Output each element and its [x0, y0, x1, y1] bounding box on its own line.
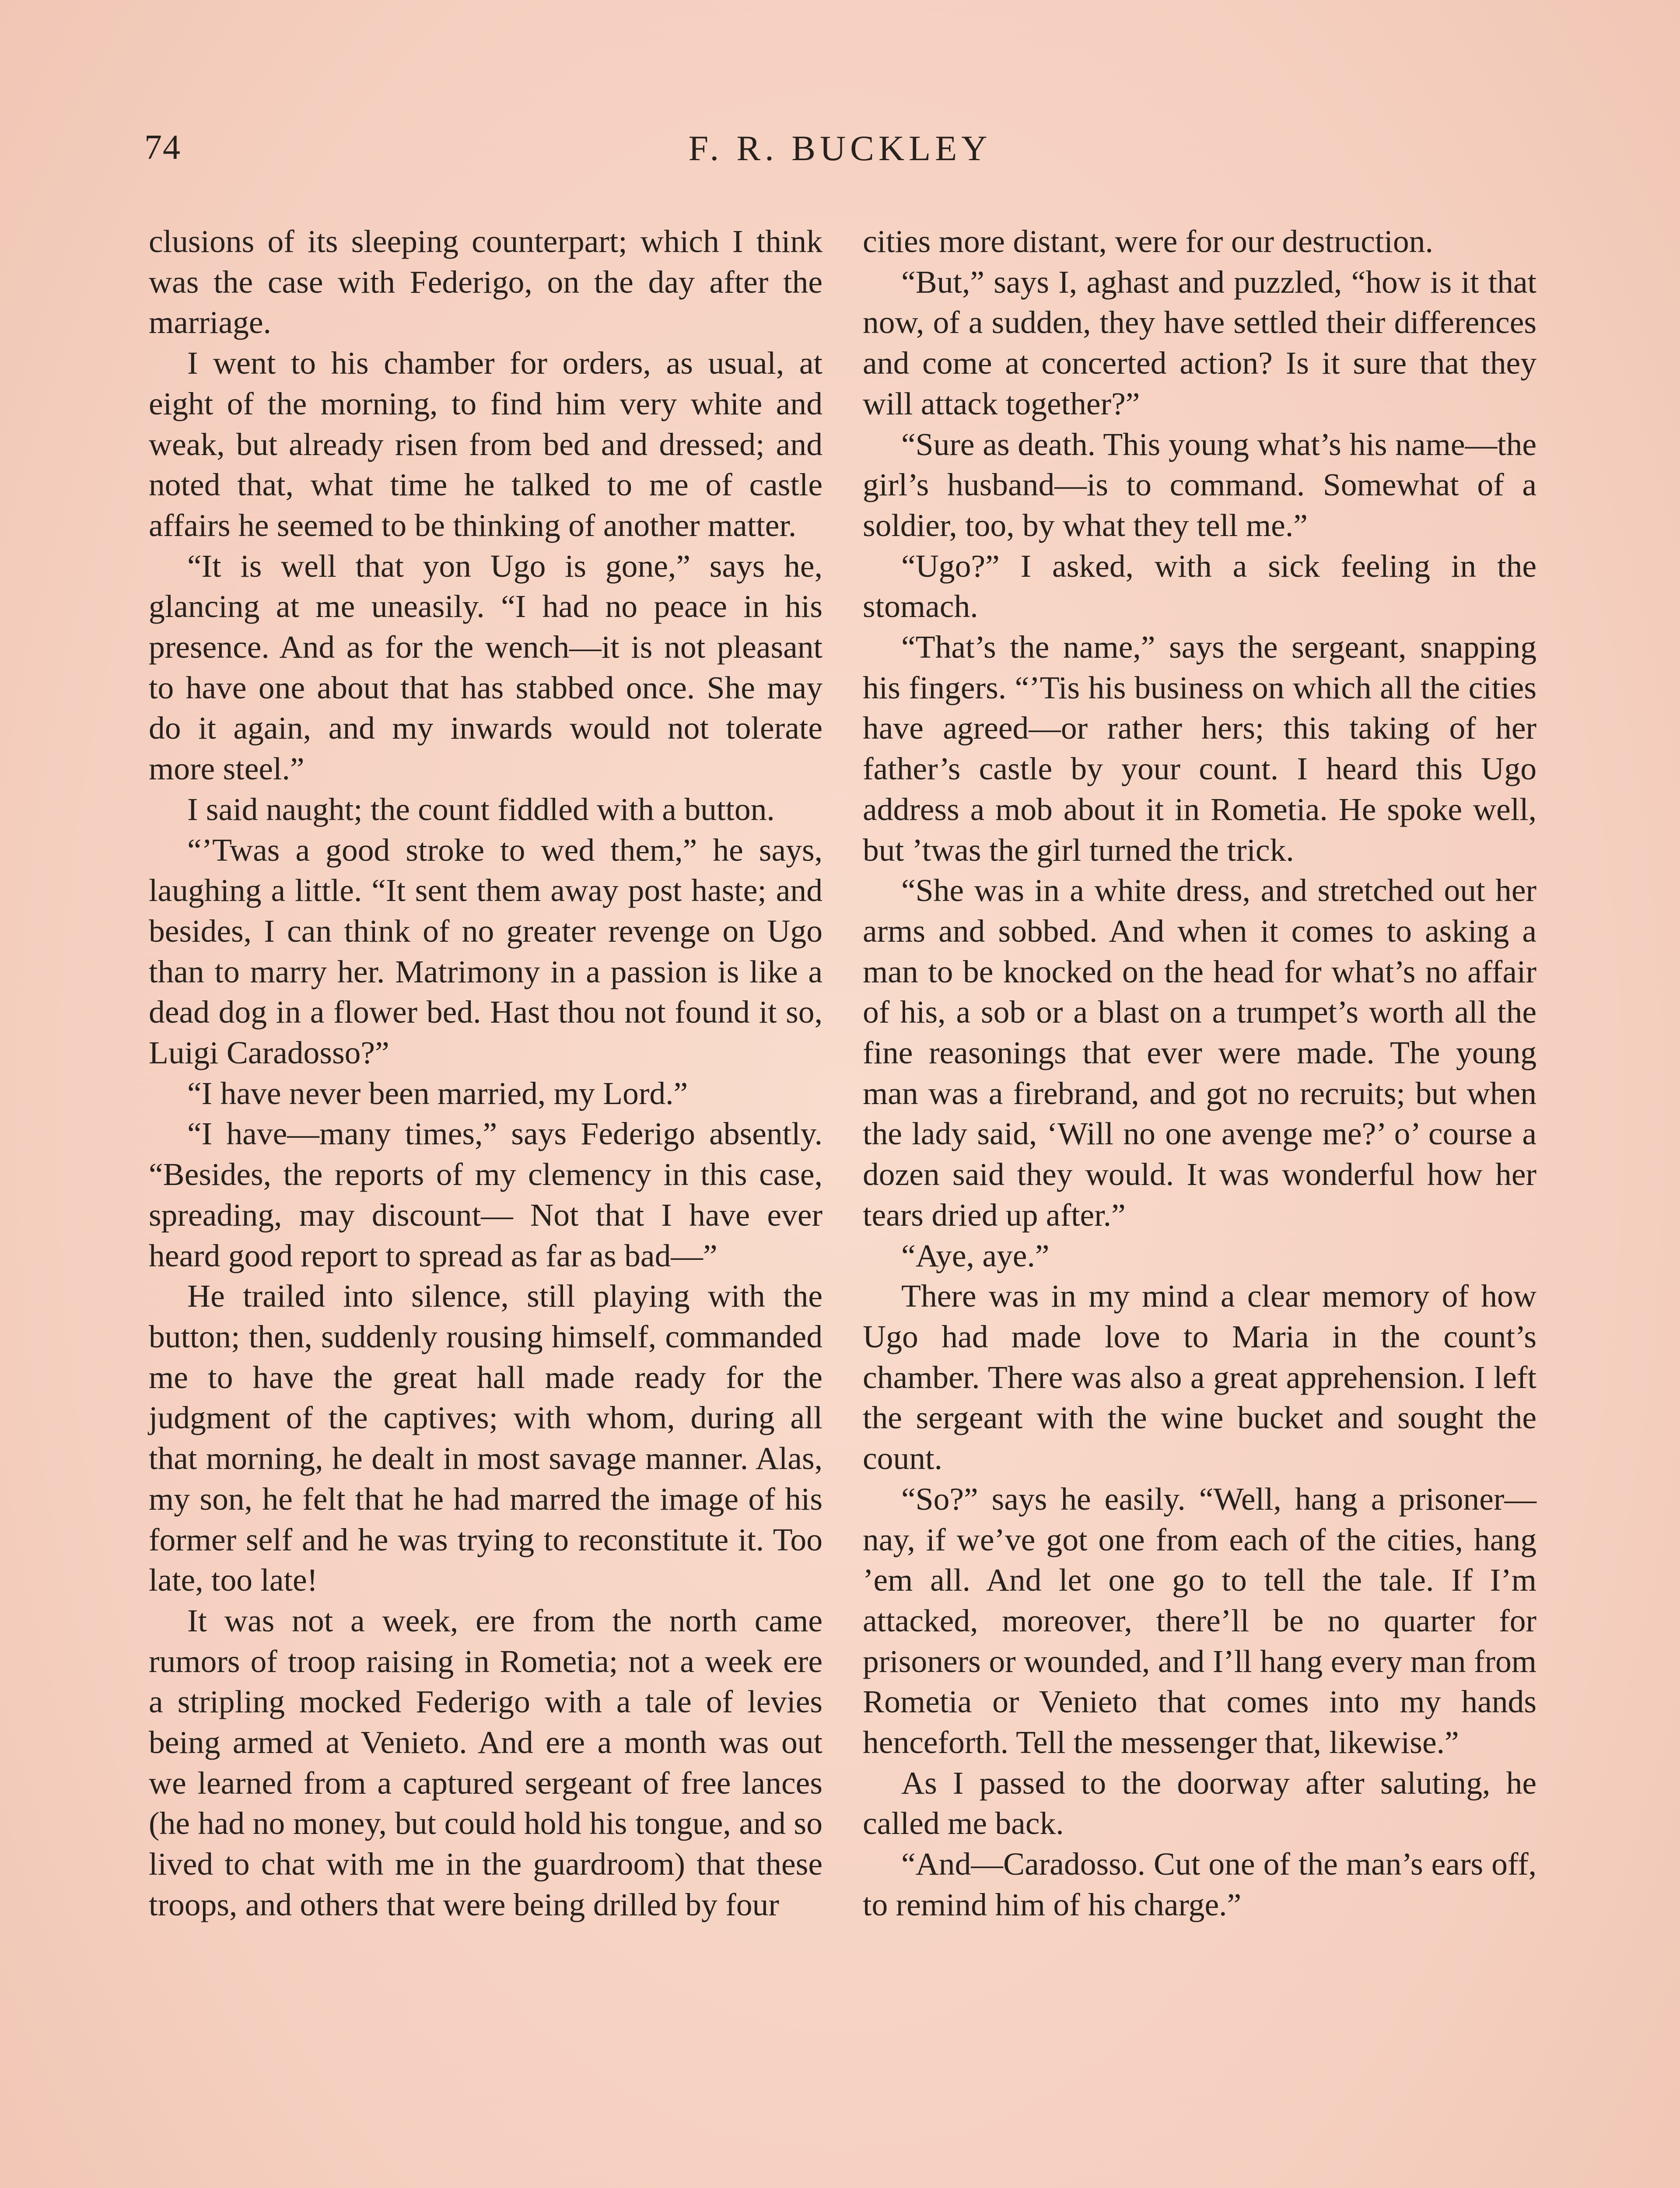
paragraph: “It is well that yon Ugo is gone,” says he, glancing at me uneasily. “I had no peace in his presence. And as for the wench—it is not pleasant to have one about that has stabbed once. She may do it again, and my inwards would not tolerate more steel.”	[149, 547, 822, 787]
paragraph: “Sure as death. This young what’s his name—the girl’s husband—is to command. Somewhat of a soldier, too, by what they tell me.”	[863, 426, 1536, 543]
paragraph: “I have never been married, my Lord.”	[187, 1075, 688, 1111]
paragraph: “I have—many times,” says Federigo absently. “Besides, the reports of my clemency in this case, spreading, may discount— Not that I have ever heard good report to spread as far as bad—”	[149, 1115, 822, 1273]
page-number: 74	[144, 128, 181, 167]
paragraph: clusions of its sleeping counterpart; which I think was the case with Federigo, on the day after the marriage.	[149, 223, 822, 340]
page-header	[144, 128, 1536, 180]
paragraph: “Aye, aye.”	[901, 1237, 1050, 1273]
paragraph: As I passed to the doorway after saluting, he called me back.	[863, 1764, 1536, 1841]
paragraph: There was in my mind a clear memory of how Ugo had made love to Maria in the count’s chamber. There was also a great apprehension. I left the sergeant with the wine bucket and sought the count.	[863, 1278, 1536, 1476]
paragraph: “So?” says he easily. “Well, hang a prisoner—nay, if we’ve got one from each of the cities, hang ’em all. And let one go to tell the tale. If I’m attacked, moreover, there’ll be no quarter for prisoners or wounded, and I’ll hang every man from Rometia or Venieto that comes into my hands henceforth. Tell the messenger that, likewise.”	[863, 1480, 1536, 1760]
paragraph: cities more distant, were for our destruction.	[863, 223, 1433, 259]
right-column	[863, 221, 1536, 1925]
paragraph: “That’s the name,” says the sergeant, snapping his fingers. “’Tis his business on which all the cities have agreed—or rather hers; this taking of her father’s castle by your count. I heard this Ugo address a mob about it in Rometia. He spoke well, but ’twas the girl turned the trick.	[863, 629, 1536, 868]
paragraph: “But,” says I, aghast and puzzled, “how is it that now, of a sudden, they have settled their differences and come at concerted action? Is it sure that they will attack together?”	[863, 263, 1536, 421]
running-head: F. R. BUCKLEY	[688, 128, 992, 168]
paragraph: He trailed into silence, still playing with the button; then, suddenly rousing himself, commanded me to have the great hall made ready for the judgment of the captives; with whom, during all that morning, he dealt in most savage manner. Alas, my son, he felt that he had marred the image of his former self and he was trying to reconstitute it. Too late, too late!	[149, 1278, 822, 1598]
paragraph: It was not a week, ere from the north came rumors of troop raising in Rometia; not a week ere a stripling mocked Federigo with a tale of levies being armed at Venieto. And ere a month was out we learned from a captured sergeant of free lances (he had no money, but could hold his tongue, and so lived to chat with me in the guardroom) that these troops, and others that were being drilled by four	[149, 1602, 822, 1922]
paragraph: “And—Caradosso. Cut one of the man’s ears off, to remind him of his charge.”	[863, 1846, 1536, 1922]
paragraph: “Ugo?” I asked, with a sick feeling in the stomach.	[863, 547, 1536, 624]
paragraph: I said naught; the count fiddled with a button.	[187, 791, 775, 827]
left-column	[149, 221, 822, 1925]
paragraph: “’Twas a good stroke to wed them,” he says, laughing a little. “It sent them away post haste; and besides, I can think of no greater revenge on Ugo than to marry her. Matrimony in a passion is like a dead dog in a flower bed. Hast thou not found it so, Luigi Caradosso?”	[149, 831, 822, 1071]
paragraph: I went to his chamber for orders, as usual, at eight of the morning, to find him very white and weak, but already risen from bed and dressed; and noted that, what time he talked to me of castle affairs he seemed to be thinking of another matter.	[149, 345, 822, 543]
paragraph: “She was in a white dress, and stretched out her arms and sobbed. And when it comes to asking a man to be knocked on the head for what’s no affair of his, a sob or a blast on a trumpet’s worth all the fine reasonings that ever were made. The young man was a firebrand, and got no recruits; but when the lady said, ‘Will no one avenge me?’ o’ course a dozen said they would. It was wonderful how her tears dried up after.”	[863, 872, 1536, 1233]
